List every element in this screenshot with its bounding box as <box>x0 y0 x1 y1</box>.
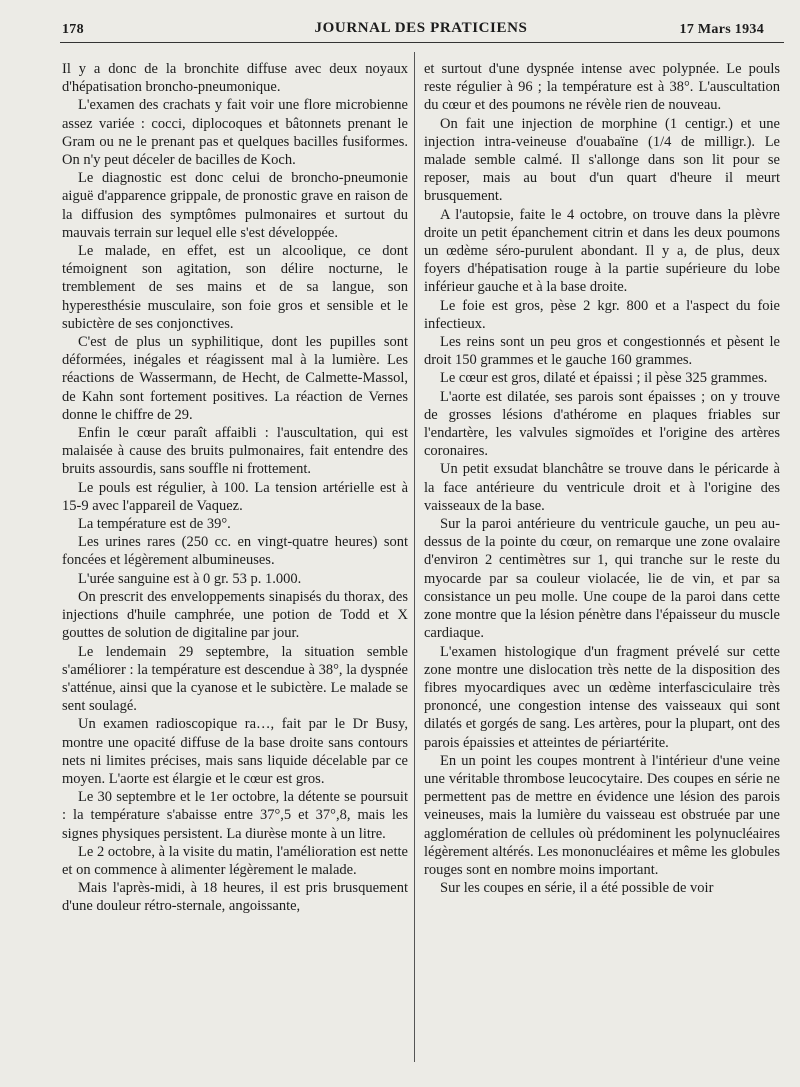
paragraph: Le 30 septembre et le 1er octobre, la détente se poursuit : la température s'abaisse entre 37°,5 et 37°,8, mais les signes physiques persistent. La diurèse monte à un litre. <box>62 789 408 842</box>
right-column <box>424 60 780 1072</box>
paragraph: L'examen des crachats y fait voir une flore microbienne assez variée : cocci, diplocoques et bâtonnets prenant le Gram ou ne le prenant pas et quelques bacilles fusiformes. On n'y peut déceler de bacilles de Koch. <box>62 97 408 169</box>
paragraph: Le diagnostic est donc celui de broncho-pneumonie aiguë d'apparence grippale, de pronostic grave en raison de la diffusion des symptômes pulmonaires et surtout du mauvais terrain sur lequel elle s'est développée. <box>62 170 408 241</box>
paragraph: Le 2 octobre, à la visite du matin, l'amélioration est nette et on commence à alimenter légèrement le malade. <box>62 843 408 878</box>
paragraph: Les urines rares (250 cc. en vingt-quatre heures) sont foncées et légèrement albumineuses. <box>62 534 408 569</box>
paragraph: Il y a donc de la bronchite diffuse avec deux noyaux d'hépatisation broncho-pneumonique. <box>62 61 408 96</box>
paragraph: C'est de plus un syphilitique, dont les pupilles sont déformées, inégales et réagissent mal à la lumière. Les réactions de Wassermann, de Hecht, de Calmette-Massol, de Kahn sont fortement positives. La réaction de Vernes donne le chiffre de 29. <box>62 334 408 423</box>
paragraph: Le malade, en effet, est un alcoolique, ce dont témoignent son agitation, son délire nocturne, le tremblement de ses mains et de sa langue, son hyperesthésie musculaire, son foie gros et sensible et le subictère de ses conjonctives. <box>62 243 408 332</box>
left-column <box>62 60 408 1072</box>
page-header <box>62 20 780 40</box>
paragraph: Enfin le cœur paraît affaibli : l'auscultation, qui est malaisée à cause des bruits pulmonaires, fait entendre des bruits assourdis, sans souffle ni frottement. <box>62 425 408 478</box>
paragraph: Le lendemain 29 septembre, la situation semble s'améliorer : la température est descendue à 38°, la dyspnée s'atténue, ainsi que la cyanose et le subictère. Le malade se sent soulagé. <box>62 643 408 715</box>
page-number: 178 <box>62 22 84 37</box>
paragraph: La température est de 39°. <box>78 516 231 533</box>
paragraph: Mais l'après-midi, à 18 heures, il est pris brusquement d'une douleur rétro-sternale, angoissante, <box>62 880 408 915</box>
paragraph: Le cœur est gros, dilaté et épaissi ; il pèse 325 grammes. <box>440 370 768 387</box>
journal-title: JOURNAL DES PRATICIENS <box>314 20 528 36</box>
paragraph: L'urée sanguine est à 0 gr. 53 p. 1.000. <box>78 570 302 587</box>
paragraph: Un examen radioscopique ra…, fait par le Dr Busy, montre une opacité diffuse de la base droite sans contours nets ni limites précises, mais sans liquide décelable par ce moyen. L'aorte est élargie et le cœur est gros. <box>62 716 408 787</box>
paragraph: Le foie est gros, pèse 2 kgr. 800 et a l'aspect du foie infectieux. <box>424 297 780 332</box>
paragraph: A l'autopsie, faite le 4 octobre, on trouve dans la plèvre droite un petit épanchement citrin et dans les deux poumons un œdème séro-purulent abondant. Il y a, de plus, deux foyers d'hépatisation rouge à la partie supérieure du lobe inférieur gauche et à la base droite. <box>424 206 780 296</box>
paragraph: L'examen histologique d'un fragment prévelé sur cette zone montre une dislocation très nette de la disposition des fibres myocardiques avec un œdème interfasciculaire très prononcé, une congestion intense des vaisseaux qui sont dilatés et gorgés de sang. Les artères, pour la plupart, ont des parois épaissies et atteintes de périartérite. <box>424 643 780 751</box>
column-divider <box>414 52 415 1062</box>
paragraph: Le pouls est régulier, à 100. La tension artérielle est à 15-9 avec l'appareil de Vaquez. <box>62 479 408 514</box>
header-rule <box>60 42 784 43</box>
paragraph: On fait une injection de morphine (1 centigr.) et une injection intra-veineuse d'ouabaïne (1/4 de milligr.). Le malade semble calmé. Il s'allonge dans son lit pour se reposer, mais au bout d'un quart d'heure il meurt brusquement. <box>424 115 780 205</box>
paragraph: Les reins sont un peu gros et congestionnés et pèsent le droit 150 grammes et le gauche 160 grammes. <box>424 334 780 369</box>
paragraph: Sur la paroi antérieure du ventricule gauche, un peu au-dessus de la pointe du cœur, on remarque une zone ovalaire d'environ 2 centimètres sur 1, qui tranche sur le reste du myocarde par sa couleur violacée, lie de vin, et par sa consistance un peu molle. Une coupe de la paroi dans cette zone montre que la lésion pénètre dans l'épaisseur du muscle cardiaque. <box>424 516 780 642</box>
paragraph: L'aorte est dilatée, ses parois sont épaisses ; on y trouve de grosses lésions d'athérome en plaques friables sur l'endartère, les valvules sigmoïdes et l'origine des artères coronaires. <box>424 388 780 460</box>
paragraph: En un point les coupes montrent à l'intérieur d'une veine une véritable thrombose leucocytaire. Des coupes en série ne permettent pas de mettre en évidence une lésion des parois veineuses, mais la lumière du vaisseau est obstruée par une agglomération de cellules où prédominent les polynucléaires légèrement altérés. Les mononucléaires et même les globules rouges sont en nombre moins important. <box>424 752 780 878</box>
paragraph: Un petit exsudat blanchâtre se trouve dans le péricarde à la face antérieure du ventricule droit et à l'origine des vaisseaux de la base. <box>424 461 780 514</box>
paragraph: Sur les coupes en série, il a été possible de voir <box>440 880 714 897</box>
paragraph: et surtout d'une dyspnée intense avec polypnée. Le pouls reste régulier à 96 ; la température est à 38°. L'auscultation du cœur et des poumons ne révèle rien de nouveau. <box>424 61 780 114</box>
paragraph: On prescrit des enveloppements sinapisés du thorax, des injections d'huile camphrée, une potion de Todd et X gouttes de solution de digitaline par jour. <box>62 588 408 642</box>
issue-date: 17 Mars 1934 <box>679 22 764 37</box>
